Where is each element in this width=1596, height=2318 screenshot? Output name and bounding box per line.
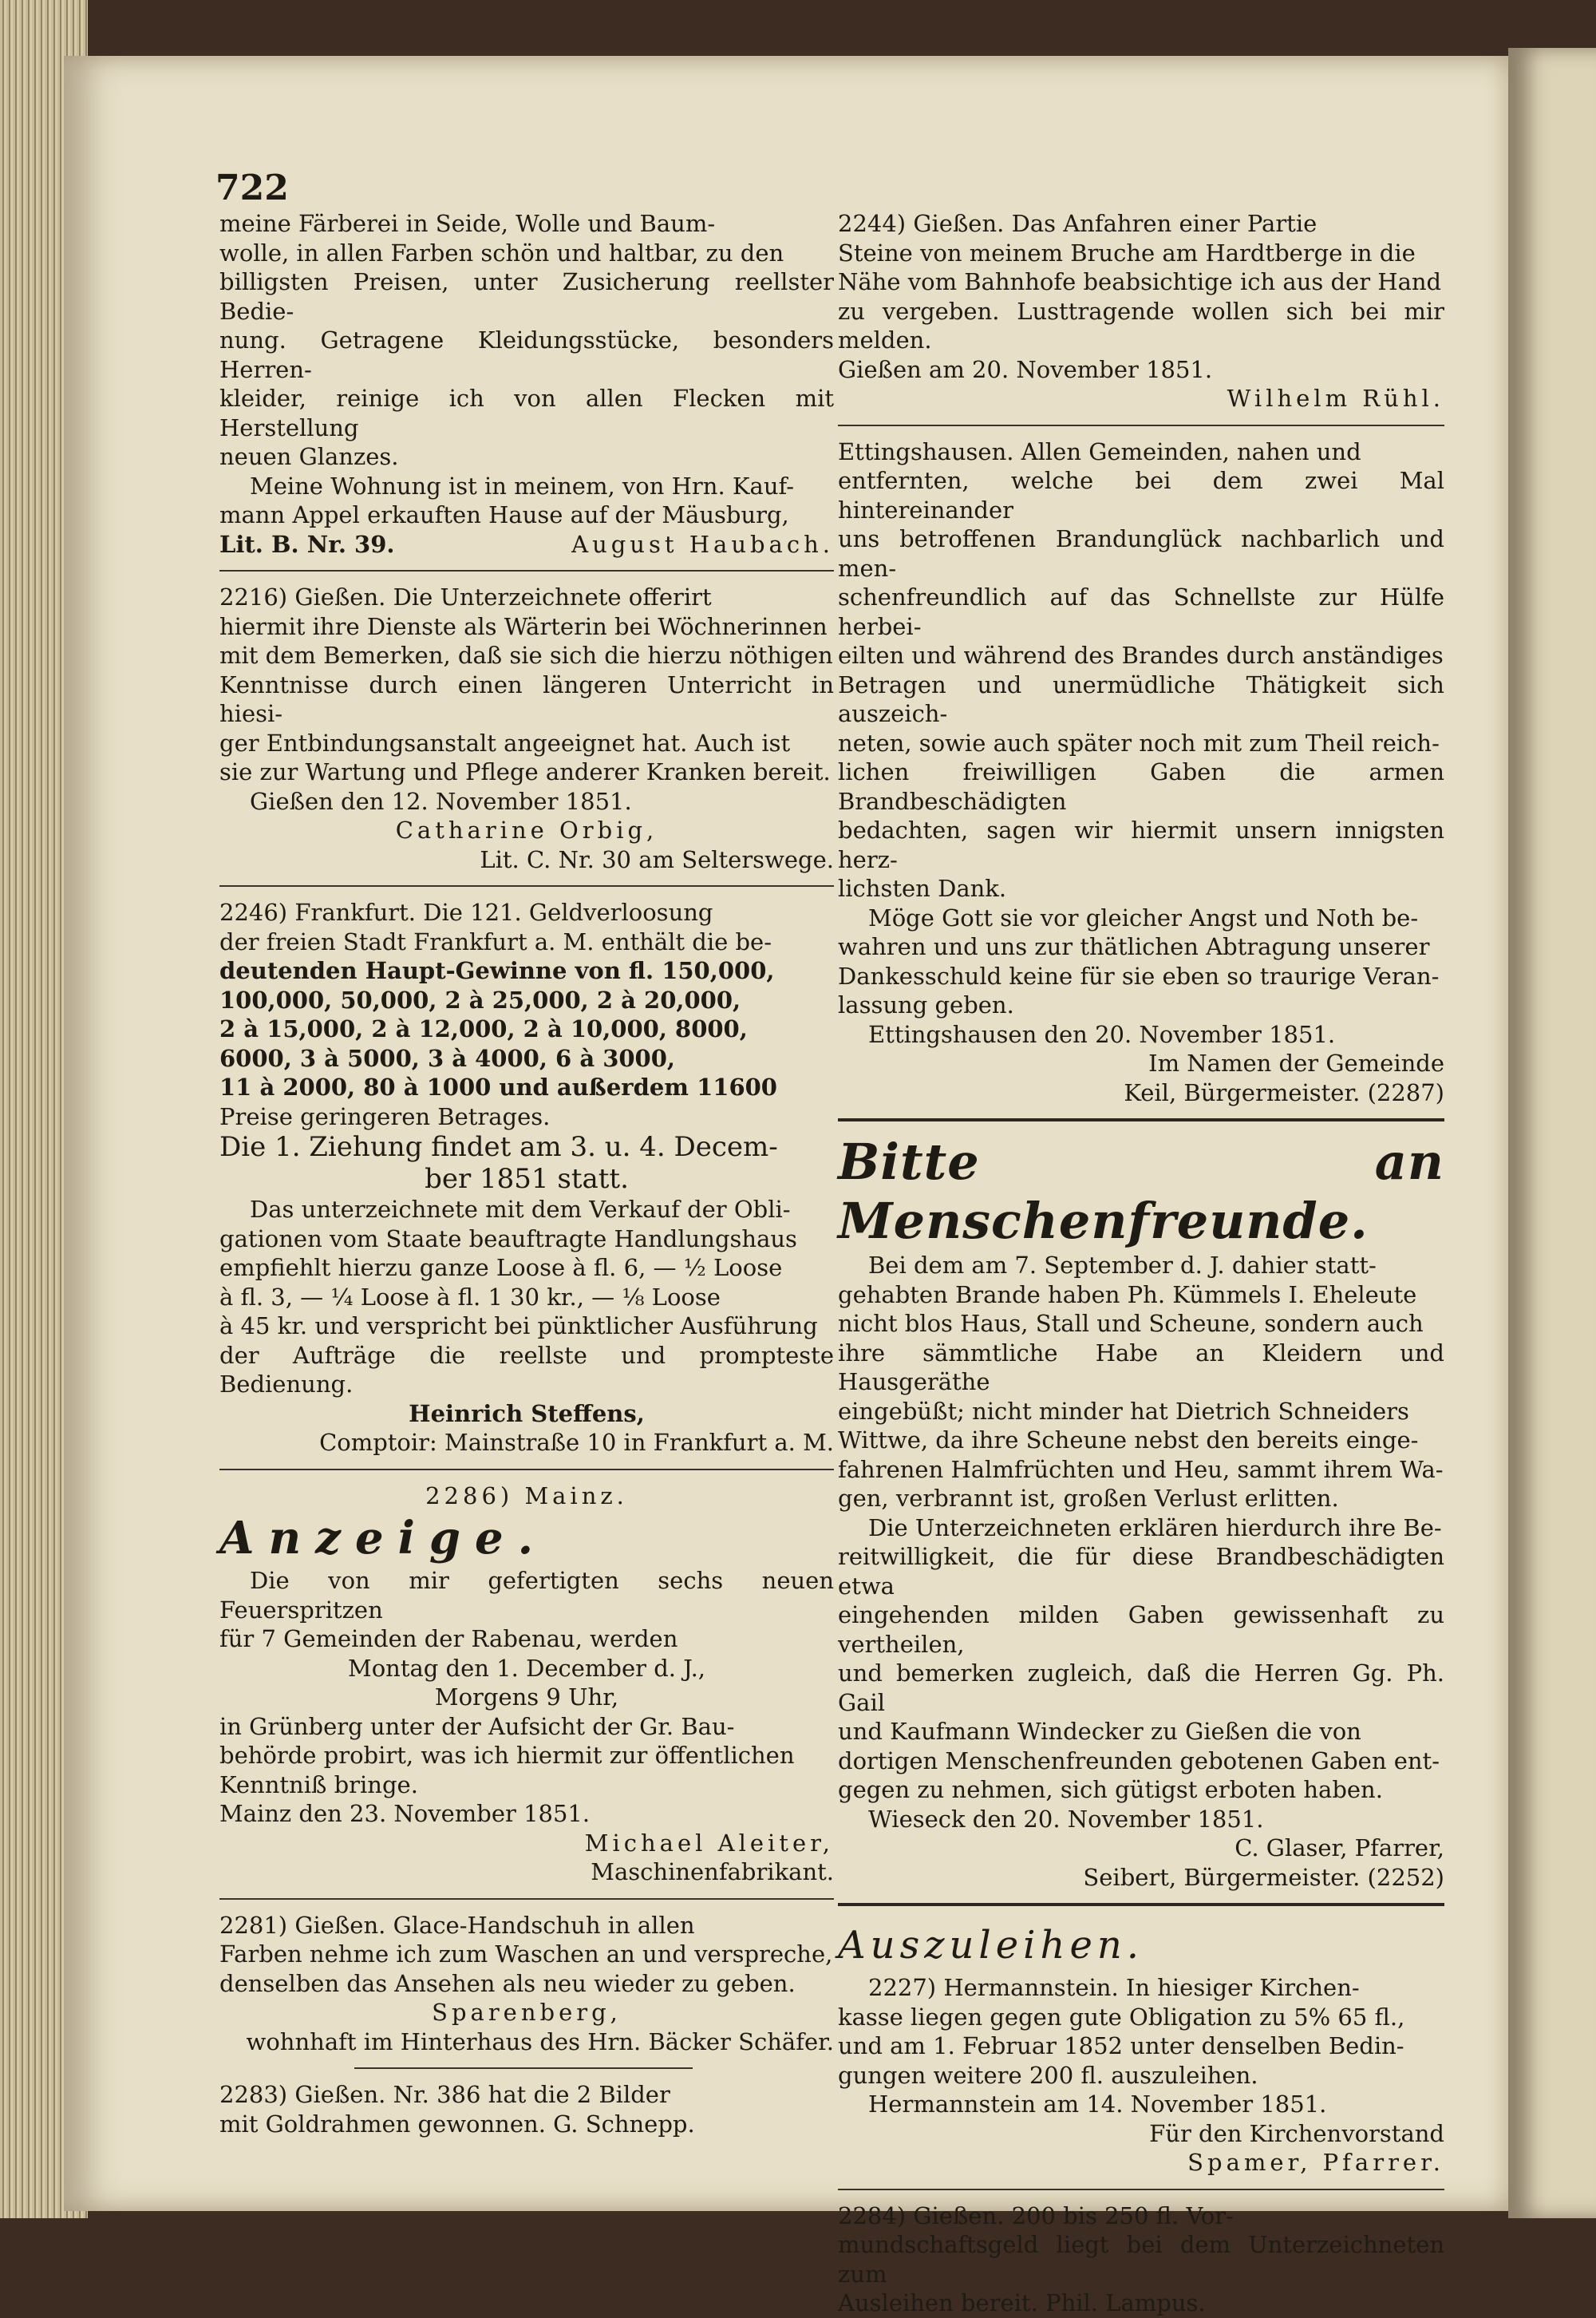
divider (219, 1898, 834, 1900)
text-line: fahrenen Halmfrüchten und Heu, sammt ihrem Wa- (838, 1455, 1444, 1483)
text-line: reitwilligkeit, die für diese Brandbeschädigten etwa (838, 1543, 1444, 1600)
text-line: mit dem Bemerken, daß sie sich die hierzu nöthigen (219, 642, 833, 669)
text-line: 2246) Frankfurt. Die 121. Geldverloosung (219, 899, 713, 926)
text-line: Nähe vom Bahnhofe beabsichtige ich aus der Hand (838, 268, 1442, 295)
text-line: 2283) Gießen. Nr. 386 hat die 2 Bilder (219, 2081, 670, 2108)
notice-2283 (219, 2080, 834, 2138)
text-line: 6000, 3 à 5000, 3 à 4000, 6 à 3000, (219, 1044, 676, 1072)
lit-signature-line (219, 530, 834, 560)
text-line: Kenntniß bringe. (219, 1770, 418, 1798)
date-line: Gießen den 12. November 1851. (250, 787, 632, 815)
text-line: mann Appel erkauften Hause auf der Mäusburg, (219, 501, 789, 528)
signature: Keil, Bürgermeister. (2287) (1124, 1078, 1444, 1106)
text-line: Dankesschuld keine für sie eben so traurige Veran- (838, 962, 1440, 990)
notice-2284 (838, 2201, 1444, 2318)
text-line: gehabten Brande haben Ph. Kümmels I. Eheleute (838, 1280, 1417, 1308)
signature: Catharine Orbig, (395, 817, 658, 844)
text-line: Die Unterzeichneten erklären hierdurch ihre Be- (868, 1513, 1442, 1541)
left-column (219, 209, 834, 2138)
text-line: Farben nehme ich zum Waschen an und verspreche, (219, 1940, 833, 1968)
text-line: Ettingshausen. Allen Gemeinden, nahen und (838, 437, 1361, 465)
text-line: gungen weitere 200 fl. auszuleihen. (838, 2061, 1258, 2089)
text-line: Das unterzeichnete mit dem Verkauf der Obli- (250, 1196, 791, 1223)
text-line: 2244) Gießen. Das Anfahren einer Partie (838, 210, 1317, 237)
text-line: à fl. 3, — ¼ Loose à fl. 1 30 kr., — ⅛ Loose (219, 1283, 721, 1311)
notice-ettingshausen (838, 437, 1444, 1108)
text-line: und Kaufmann Windecker zu Gießen die von (838, 1718, 1361, 1745)
text-line: 11 à 2000, 80 à 1000 und außerdem 11600 (219, 1074, 777, 1101)
text-line: kleider, reinige ich von allen Flecken mit Herstellung (219, 385, 834, 441)
text-line: lichen freiwilligen Gaben die armen Brandbeschädigten (838, 758, 1444, 815)
text-line: 2284) Gießen. 200 bis 250 fl. Vor- (838, 2201, 1234, 2229)
text-line: nung. Getragene Kleidungsstücke, besonders Herren- (219, 326, 834, 383)
text-line: wolle, in allen Farben schön und haltbar, zu den (219, 239, 784, 267)
text-line: für 7 Gemeinden der Rabenau, werden (219, 1625, 678, 1652)
notice-2286 (219, 1481, 834, 1887)
notice-2216 (219, 583, 834, 874)
signature: Sparenberg, (432, 1999, 622, 2026)
date-line: Mainz den 23. November 1851. (219, 1800, 591, 1827)
page-number: 722 (215, 168, 289, 208)
text-line: à 45 kr. und verspricht bei pünktlicher Ausführung (219, 1312, 818, 1339)
text-line: entfernten, welche bei dem zwei Mal hintereinander (838, 467, 1444, 524)
text-line: wahren und uns zur thätlichen Abtragung unserer (838, 933, 1430, 960)
divider (219, 570, 834, 572)
draw-line: Die 1. Ziehung findet am 3. u. 4. Decem- (219, 1131, 778, 1163)
text-line: deutenden Haupt-Gewinne von fl. 150,000, (219, 957, 775, 984)
text-line: schenfreundlich auf das Schnellste zur Hülfe herbei- (838, 583, 1444, 640)
notice-2246 (219, 898, 834, 1458)
text-line: Preise geringeren Betrages. (219, 1102, 551, 1130)
text-line: Möge Gott sie vor gleicher Angst und Noth be- (868, 904, 1419, 932)
divider (838, 2189, 1444, 2190)
divider (838, 1903, 1444, 1906)
text-line: ger Entbindungsanstalt angeeignet hat. Auch ist (219, 729, 791, 757)
text-line: gen, verbrannt ist, großen Verlust erlitten. (838, 1485, 1339, 1512)
signature: Heinrich Steffens, (409, 1399, 645, 1427)
text-line: gationen vom Staate beauftragte Handlungshaus (219, 1224, 797, 1252)
text-line: denselben das Ansehen als neu wieder zu geben. (219, 1969, 796, 1997)
text-line: 2227) Hermannstein. In hiesiger Kirchen- (868, 1974, 1360, 2001)
text-line: Montag den 1. December d. J., (348, 1654, 705, 1682)
text-line: in Grünberg unter der Aufsicht der Gr. Bau- (219, 1712, 735, 1740)
text-line: eilten und während des Brandes durch anständiges (838, 642, 1444, 669)
text-line: meine Färberei in Seide, Wolle und Baum- (219, 210, 716, 237)
address: Comptoir: Mainstraße 10 in Frankfurt a. M. (319, 1429, 834, 1456)
text-line: gegen zu nehmen, sich gütigst erboten haben. (838, 1776, 1383, 1803)
address: Lit. C. Nr. 30 am Selterswege. (480, 845, 834, 873)
text-line: nicht blos Haus, Stall und Scheune, sondern auch (838, 1310, 1424, 1337)
signature: Michael Aleiter, (584, 1829, 834, 1857)
right-column (838, 209, 1444, 2318)
date-line: Hermannstein am 14. November 1851. (868, 2091, 1327, 2118)
signature-title: Maschinenfabrikant. (591, 1858, 834, 1885)
text-line: uns betroffenen Brandunglück nachbarlich und men- (838, 525, 1444, 582)
notice-2281 (219, 1911, 834, 2057)
text-line: neten, sowie auch später noch mit zum Theil reich- (838, 729, 1440, 757)
text-line: billigsten Preisen, unter Zusicherung reellster Bedie- (219, 268, 834, 325)
signature: Im Namen der Gemeinde (1148, 1050, 1444, 1077)
text-line: sie zur Wartung und Pflege anderer Kranken bereit. (219, 758, 831, 785)
text-line: der Aufträge die reellste und prompteste Bedienung. (219, 1341, 834, 1398)
text-line: neuen Glanzes. (219, 443, 399, 470)
notice-bitte (838, 1133, 1444, 1892)
notice-auszuleihen (838, 1917, 1444, 2178)
divider (838, 1118, 1444, 1121)
text-line: und am 1. Februar 1852 unter denselben Bedin- (838, 2032, 1404, 2059)
text-line: eingehenden milden Gaben gewissenhaft zu vertheilen, (838, 1601, 1444, 1658)
text-line: Steine von meinem Bruche am Hardtberge in die (838, 239, 1416, 267)
divider (219, 885, 834, 887)
signature: Wilhelm Rühl. (1227, 385, 1444, 412)
signature: Seibert, Bürgermeister. (2252) (1083, 1863, 1444, 1891)
notice-title: Auszuleihen. (838, 1923, 1144, 1968)
text-line: ihre sämmtliche Habe an Kleidern und Hausgeräthe (838, 1339, 1444, 1395)
text-line: Ausleihen bereit. Phil. Lampus. (838, 2289, 1206, 2316)
divider (219, 1469, 834, 1470)
text-line: mit Goldrahmen gewonnen. G. Schnepp. (219, 2110, 695, 2138)
text-line: Kenntnisse durch einen längeren Unterricht in hiesi- (219, 670, 834, 727)
text-line: Die von mir gefertigten sechs neuen Feuerspritzen (219, 1567, 834, 1624)
draw-line: ber 1851 statt. (425, 1163, 629, 1195)
address: wohnhaft im Hinterhaus des Hrn. Bäcker Schäfer. (246, 2027, 834, 2055)
text-line: hiermit ihre Dienste als Wärterin bei Wöchnerinnen (219, 612, 828, 640)
date-line: Wieseck den 20. November 1851. (868, 1805, 1264, 1833)
text-line: und bemerken zugleich, daß die Herren Gg. Ph. Gail (838, 1659, 1444, 1716)
date-line: Ettingshausen den 20. November 1851. (868, 1020, 1336, 1048)
text-line: Wittwe, da ihre Scheune nebst den bereits einge- (838, 1426, 1419, 1454)
notice-title: Anzeige. (219, 1512, 548, 1564)
text-line: 2281) Gießen. Glace-Handschuh in allen (219, 1911, 695, 1939)
text-line: 2 à 15,000, 2 à 12,000, 2 à 10,000, 8000, (219, 1015, 748, 1042)
notice-heading: 2286) Mainz. (425, 1481, 628, 1509)
divider (838, 425, 1444, 426)
text-line: Betragen und unermüdliche Thätigkeit sich auszeich- (838, 670, 1444, 727)
signature: August Haubach. (571, 530, 834, 558)
text-line: Morgens 9 Uhr, (434, 1683, 619, 1711)
text-line: Bei dem am 7. September d. J. dahier statt- (868, 1252, 1377, 1279)
text-line: kasse liegen gegen gute Obligation zu 5% 65 fl., (838, 2003, 1405, 2031)
text-line: der freien Stadt Frankfurt a. M. enthält die be- (219, 928, 772, 955)
date-line: Gießen am 20. November 1851. (838, 355, 1213, 383)
signature: Spamer, Pfarrer. (1187, 2149, 1444, 2176)
notice-baumwolle (219, 209, 834, 559)
signature: C. Glaser, Pfarrer, (1235, 1834, 1444, 1861)
notice-title: Bitte an Menschenfreunde. (838, 1133, 1444, 1250)
text-line: zu vergeben. Lusttragende wollen sich bei mir melden. (838, 297, 1444, 354)
text-line: bedachten, sagen wir hiermit unsern innigsten herz- (838, 817, 1444, 873)
divider (354, 2067, 693, 2069)
text-line: 2216) Gießen. Die Unterzeichnete offerirt (219, 583, 712, 611)
text-line: empfiehlt hierzu ganze Loose à fl. 6, — ½ Loose (219, 1254, 783, 1281)
signature: Für den Kirchenvorstand (1149, 2119, 1444, 2147)
text-line: Meine Wohnung ist in meinem, von Hrn. Kauf- (250, 472, 795, 500)
text-line: lassung geben. (838, 991, 1014, 1019)
text-line: mundschaftsgeld liegt bei dem Unterzeichneten zum (838, 2231, 1444, 2288)
text-line: behörde probirt, was ich hiermit zur öffentlichen (219, 1742, 795, 1769)
text-line: 100,000, 50,000, 2 à 25,000, 2 à 20,000, (219, 986, 741, 1014)
text-line: dortigen Menschenfreunden gebotenen Gaben ent- (838, 1746, 1440, 1774)
lit-reference: Lit. B. Nr. 39. (219, 530, 395, 558)
text-line: eingebüßt; nicht minder hat Dietrich Schneiders (838, 1397, 1409, 1425)
facing-page-edge (1508, 48, 1596, 2218)
notice-2244 (838, 209, 1444, 413)
text-line: lichsten Dank. (838, 875, 1007, 902)
